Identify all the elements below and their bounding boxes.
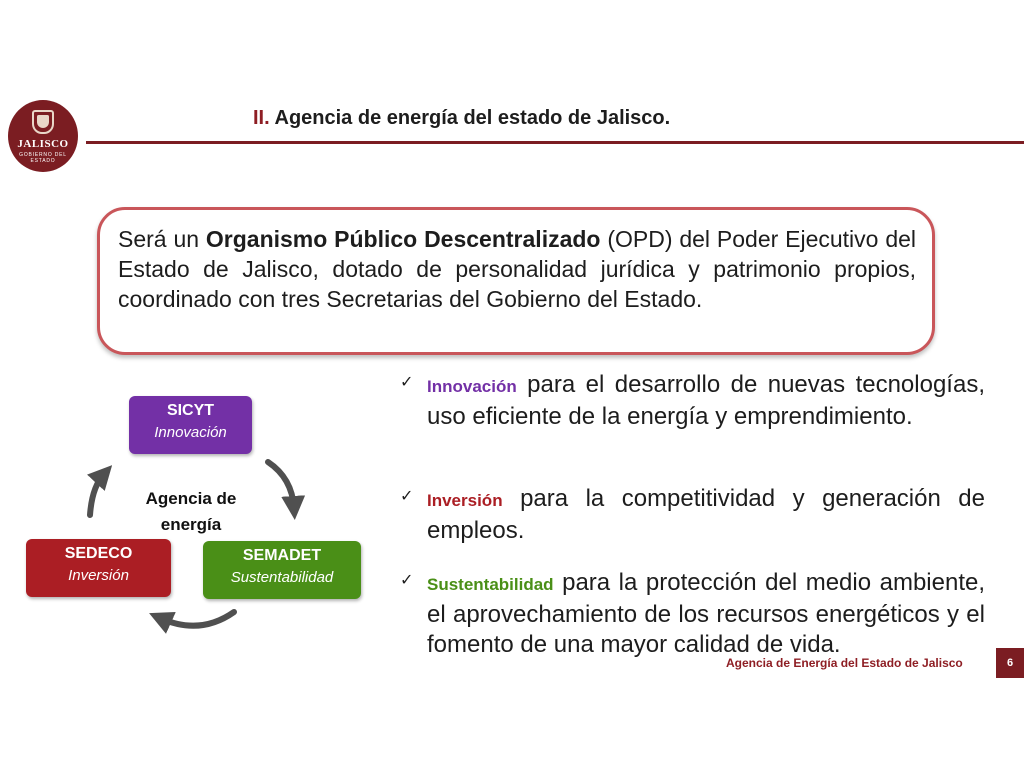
arrow-sedeco-to-sicyt (90, 474, 104, 515)
node-sicyt-subtitle: Innovación (154, 424, 227, 441)
section-title: Agencia de energía del estado de Jalisco. (274, 107, 671, 129)
bullet-inversion (400, 484, 985, 546)
bullet-innovacion (400, 370, 985, 432)
section-number: II. (253, 107, 270, 129)
footer-text: Agencia de Energía del Estado de Jalisco (726, 656, 963, 670)
check-icon: ✓ (400, 572, 414, 589)
arrow-sicyt-to-semadet (268, 462, 294, 508)
logo-subtitle: GOBIERNO DEL ESTADO (19, 152, 67, 164)
node-sedeco-title: SEDECO (64, 545, 133, 562)
node-sedeco-subtitle: Inversión (68, 567, 129, 584)
node-sedeco (26, 539, 171, 597)
node-sicyt (129, 396, 252, 454)
definition-prefix: Será un (118, 226, 206, 252)
check-icon: ✓ (400, 488, 414, 505)
page-number: 6 (996, 648, 1024, 678)
bullet-keyword: Innovación (427, 377, 517, 396)
bullet-text: para la protección del medio ambiente, el aprovechamiento de los recursos energéticos y el fomento de una mayor calidad de vida. (427, 569, 985, 658)
node-semadet-subtitle: Sustentabilidad (230, 569, 334, 586)
logo-name: JALISCO (17, 138, 69, 150)
definition-bold: Organismo Público Descentralizado (205, 226, 601, 252)
diagram-center-label: Agencia de energía (145, 489, 237, 534)
bullet-sustentabilidad (400, 568, 985, 660)
definition-suffix: (OPD) del Poder Ejecutivo del Estado de Jalisco, dotado de personalidad jurídica y patrimonio propios, coordinado con tres Secretarias del Gobierno del Estado. (118, 226, 917, 312)
node-semadet-title: SEMADET (242, 547, 322, 564)
check-icon: ✓ (400, 374, 414, 391)
bullet-text: para la competitividad y generación de empleos. (427, 485, 985, 544)
node-semadet (203, 541, 361, 599)
bullet-keyword: Inversión (427, 491, 503, 510)
node-sicyt-title: SICYT (166, 402, 215, 419)
bullet-text: para el desarrollo de nuevas tecnologías, uso eficiente de la energía y emprendimiento. (427, 371, 985, 430)
arrow-semadet-to-sedeco (160, 612, 234, 626)
bullet-keyword: Sustentabilidad (427, 575, 554, 594)
